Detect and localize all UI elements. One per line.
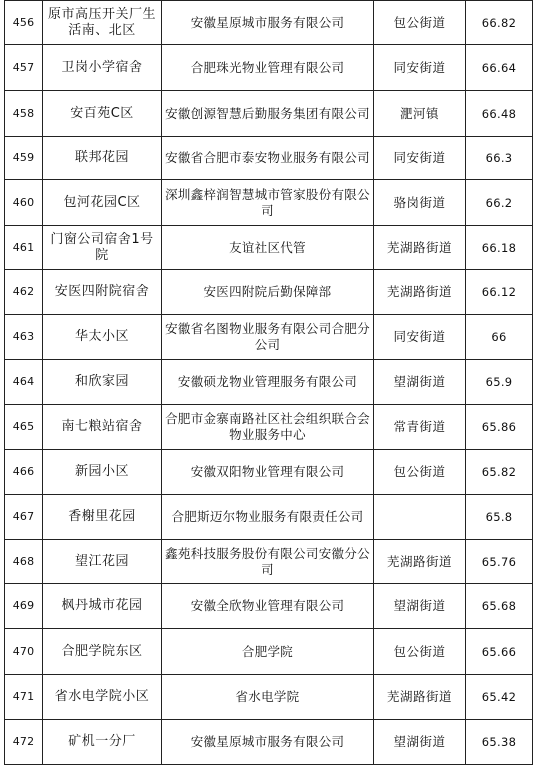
community-name: 原市高压开关厂生活南、北区 (43, 1, 162, 45)
table-row (5, 675, 533, 720)
table-row (5, 45, 533, 91)
score-value: 66.64 (466, 45, 533, 91)
row-number: 472 (5, 720, 43, 765)
table-row (5, 405, 533, 450)
property-company: 鑫苑科技服务股份有限公司安徽分公司 (162, 540, 374, 584)
row-number: 471 (5, 675, 43, 720)
score-value: 66.12 (466, 270, 533, 315)
score-value: 65.38 (466, 720, 533, 765)
score-value: 65.86 (466, 405, 533, 450)
row-number: 469 (5, 584, 43, 629)
row-number: 459 (5, 137, 43, 180)
street-office: 芜湖路街道 (374, 226, 466, 270)
community-name: 联邦花园 (43, 137, 162, 180)
street-office: 芜湖路街道 (374, 270, 466, 315)
row-number: 458 (5, 91, 43, 137)
score-value: 66.3 (466, 137, 533, 180)
row-number: 470 (5, 629, 43, 675)
table-row (5, 450, 533, 495)
property-company: 安徽省名图物业服务有限公司合肥分公司 (162, 315, 374, 360)
row-number: 456 (5, 1, 43, 45)
row-number: 461 (5, 226, 43, 270)
street-office (374, 495, 466, 540)
community-name: 南七粮站宿舍 (43, 405, 162, 450)
community-name: 和欣家园 (43, 360, 162, 405)
community-name: 安百苑C区 (43, 91, 162, 137)
street-office: 同安街道 (374, 45, 466, 91)
table-body (5, 1, 533, 765)
property-company: 合肥珠光物业管理有限公司 (162, 45, 374, 91)
street-office: 望湖街道 (374, 584, 466, 629)
property-company: 安徽创源智慧后勤服务集团有限公司 (162, 91, 374, 137)
property-company: 合肥斯迈尔物业服务有限责任公司 (162, 495, 374, 540)
street-office: 包公街道 (374, 1, 466, 45)
street-office: 同安街道 (374, 137, 466, 180)
community-name: 矿机一分厂 (43, 720, 162, 765)
score-value: 66.48 (466, 91, 533, 137)
street-office: 淝河镇 (374, 91, 466, 137)
table-row (5, 180, 533, 226)
community-name: 新园小区 (43, 450, 162, 495)
community-name: 包河花园C区 (43, 180, 162, 226)
property-company: 安医四附院后勤保障部 (162, 270, 374, 315)
community-name: 香榭里花园 (43, 495, 162, 540)
street-office: 望湖街道 (374, 720, 466, 765)
property-company: 友谊社区代管 (162, 226, 374, 270)
table-row (5, 91, 533, 137)
score-value: 65.68 (466, 584, 533, 629)
row-number: 465 (5, 405, 43, 450)
property-company: 安徽硕龙物业管理服务有限公司 (162, 360, 374, 405)
row-number: 466 (5, 450, 43, 495)
property-company: 安徽星原城市服务有限公司 (162, 1, 374, 45)
score-value: 66.82 (466, 1, 533, 45)
table-row (5, 315, 533, 360)
property-company: 安徽省合肥市泰安物业服务有限公司 (162, 137, 374, 180)
property-company: 安徽星原城市服务有限公司 (162, 720, 374, 765)
score-value: 65.42 (466, 675, 533, 720)
property-company: 安徽双阳物业管理有限公司 (162, 450, 374, 495)
street-office: 包公街道 (374, 450, 466, 495)
street-office: 常青街道 (374, 405, 466, 450)
community-name: 卫岗小学宿舍 (43, 45, 162, 91)
table-row (5, 137, 533, 180)
score-value: 66 (466, 315, 533, 360)
table-row (5, 540, 533, 584)
table-row (5, 584, 533, 629)
community-name: 门窗公司宿舍1号院 (43, 226, 162, 270)
street-office: 芜湖路街道 (374, 540, 466, 584)
score-value: 65.82 (466, 450, 533, 495)
community-name: 枫丹城市花园 (43, 584, 162, 629)
table-row (5, 270, 533, 315)
property-company: 安徽全欣物业管理有限公司 (162, 584, 374, 629)
table-row (5, 629, 533, 675)
community-name: 安医四附院宿舍 (43, 270, 162, 315)
row-number: 463 (5, 315, 43, 360)
row-number: 457 (5, 45, 43, 91)
community-name: 华太小区 (43, 315, 162, 360)
row-number: 467 (5, 495, 43, 540)
score-value: 66.2 (466, 180, 533, 226)
score-value: 65.76 (466, 540, 533, 584)
table-row (5, 495, 533, 540)
row-number: 462 (5, 270, 43, 315)
table-row (5, 360, 533, 405)
street-office: 芜湖路街道 (374, 675, 466, 720)
property-company: 深圳鑫梓润智慧城市管家股份有限公司 (162, 180, 374, 226)
street-office: 同安街道 (374, 315, 466, 360)
community-name: 望江花园 (43, 540, 162, 584)
street-office: 望湖街道 (374, 360, 466, 405)
table-row (5, 226, 533, 270)
table-row (5, 1, 533, 45)
community-name: 省水电学院小区 (43, 675, 162, 720)
property-ranking-table (4, 0, 533, 765)
score-value: 65.8 (466, 495, 533, 540)
score-value: 65.66 (466, 629, 533, 675)
row-number: 460 (5, 180, 43, 226)
property-company: 省水电学院 (162, 675, 374, 720)
property-company: 合肥市金寨南路社区社会组织联合会物业服务中心 (162, 405, 374, 450)
table-row (5, 720, 533, 765)
community-name: 合肥学院东区 (43, 629, 162, 675)
score-value: 66.18 (466, 226, 533, 270)
row-number: 468 (5, 540, 43, 584)
property-company: 合肥学院 (162, 629, 374, 675)
street-office: 骆岗街道 (374, 180, 466, 226)
row-number: 464 (5, 360, 43, 405)
street-office: 包公街道 (374, 629, 466, 675)
score-value: 65.9 (466, 360, 533, 405)
